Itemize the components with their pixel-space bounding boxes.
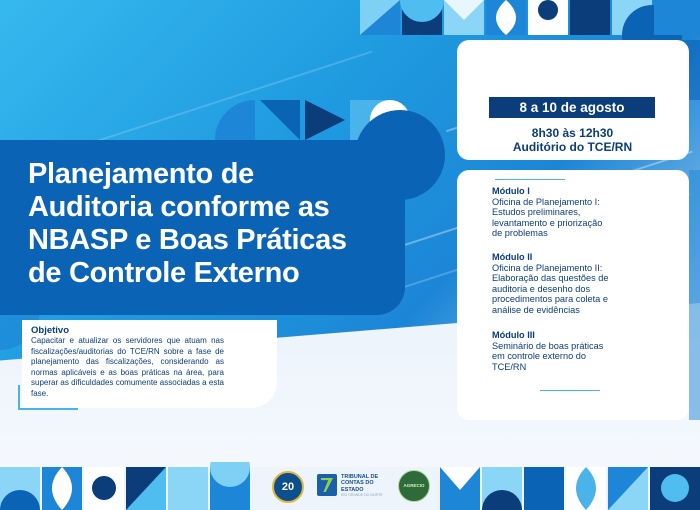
accent-line (540, 390, 600, 391)
module-line: levantamento e priorização (492, 217, 603, 228)
module-line: em controle externo do (492, 351, 586, 362)
module-heading: Módulo I (492, 186, 530, 196)
accent-line (495, 179, 565, 180)
title-line: Auditoria conforme as (28, 191, 330, 223)
tce-logo-text (341, 474, 378, 493)
module-line: auditoria e desenho dos (492, 283, 591, 294)
module-line: Oficina de Planejamento II: (492, 262, 603, 273)
right-edge-decoration (655, 140, 700, 420)
module-2 (492, 252, 652, 316)
module-heading: Módulo III (492, 330, 535, 340)
agrecio-logo: AGRECIO (398, 470, 430, 502)
title-line: Planejamento de (28, 158, 254, 190)
title-line: de Controle Externo (28, 257, 300, 289)
tce-line: TRIBUNAL DE (341, 474, 379, 480)
anniversary-logo: 20 (272, 471, 304, 503)
top-pattern-decoration (360, 0, 700, 40)
objective-text: Capacitar e atualizar os servidores que atuam nas fiscalizações/auditorias do TCE/RN sobre a fase de planejamento das fiscalizações, considerando as normas aplicáveis e as boas práticas na área, para superar as dificuldades comumente associadas a esta fase. (31, 336, 224, 398)
module-heading: Módulo II (492, 252, 533, 262)
tce-line: CONTAS DO (341, 480, 374, 487)
accent-line (18, 408, 78, 410)
module-1 (492, 186, 652, 239)
tce-line: ESTADO (341, 486, 364, 493)
tce-logo-icon (317, 474, 337, 496)
module-line: Seminário de boas práticas (492, 340, 604, 351)
module-line: procedimentos para coleta e (492, 294, 608, 305)
date-badge: 8 a 10 de agosto (489, 97, 655, 118)
module-line: de problemas (492, 228, 548, 239)
event-location: Auditório do TCE/RN (512, 140, 633, 154)
module-3 (492, 330, 652, 372)
time-location (470, 126, 675, 154)
objective-heading: Objetivo (31, 325, 70, 336)
module-line: TCE/RN (492, 361, 527, 372)
title-line: NBASP e Boas Práticas (28, 224, 347, 256)
module-line: Elaboração das questões de (492, 273, 609, 284)
event-time: 8h30 às 12h30 (531, 126, 614, 140)
tce-subtitle: RIO GRANDE DO NORTE (341, 493, 383, 497)
accent-line (18, 385, 20, 410)
module-line: Oficina de Planejamento I: (492, 196, 600, 207)
module-line: Estudos preliminares, (492, 207, 581, 218)
event-title (28, 158, 388, 290)
module-line: análise de evidências (492, 304, 580, 315)
